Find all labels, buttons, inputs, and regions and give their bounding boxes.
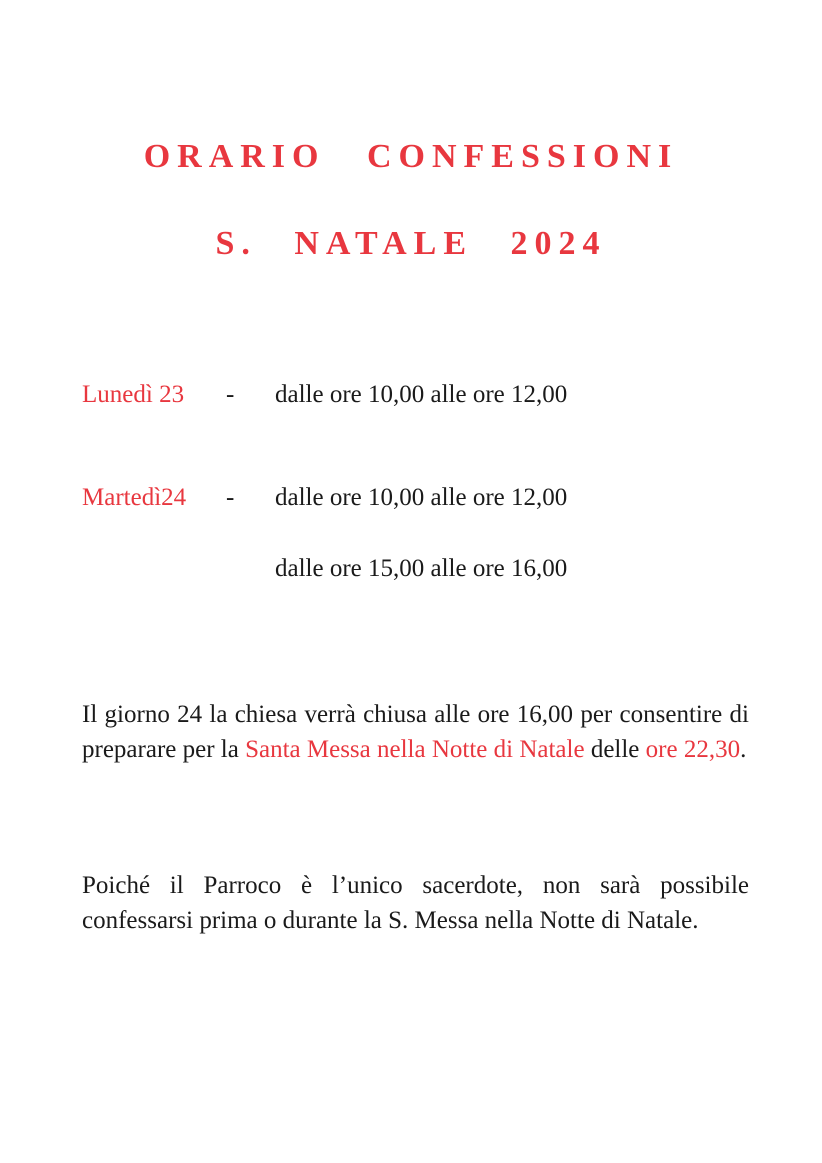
notice-text-part3: .: [740, 736, 747, 763]
notice-text-part2: delle: [584, 736, 646, 763]
notice-highlight-time: ore 22,30: [645, 736, 741, 763]
notice-text-part1: Il giorno 24 la chiesa verrà chiusa alle ore 16,00 per consentire di preparare per la: [82, 701, 749, 763]
priest-availability-note: Poiché il Parroco è l’unico sacerdote, non sarà possibile confessarsi prima o durante la S. Messa nella Notte di Natale.: [82, 872, 749, 934]
schedule-dash: -: [226, 484, 235, 511]
schedule-dash: -: [226, 381, 235, 408]
church-closing-notice: [82, 697, 749, 767]
schedule-hours: dalle ore 10,00 alle ore 12,00: [275, 381, 568, 408]
schedule-hours: dalle ore 15,00 alle ore 16,00: [275, 555, 568, 582]
schedule-day: Lunedì 23: [82, 381, 185, 408]
title-santo-natale-2024: S. NATALE 2024: [215, 225, 607, 262]
notice-highlight-mass: Santa Messa nella Notte di Natale: [245, 736, 585, 763]
title-orario-confessioni: ORARIO CONFESSIONI: [143, 138, 679, 175]
schedule-hours: dalle ore 10,00 alle ore 12,00: [275, 484, 568, 511]
schedule-day: Martedì24: [82, 484, 187, 511]
